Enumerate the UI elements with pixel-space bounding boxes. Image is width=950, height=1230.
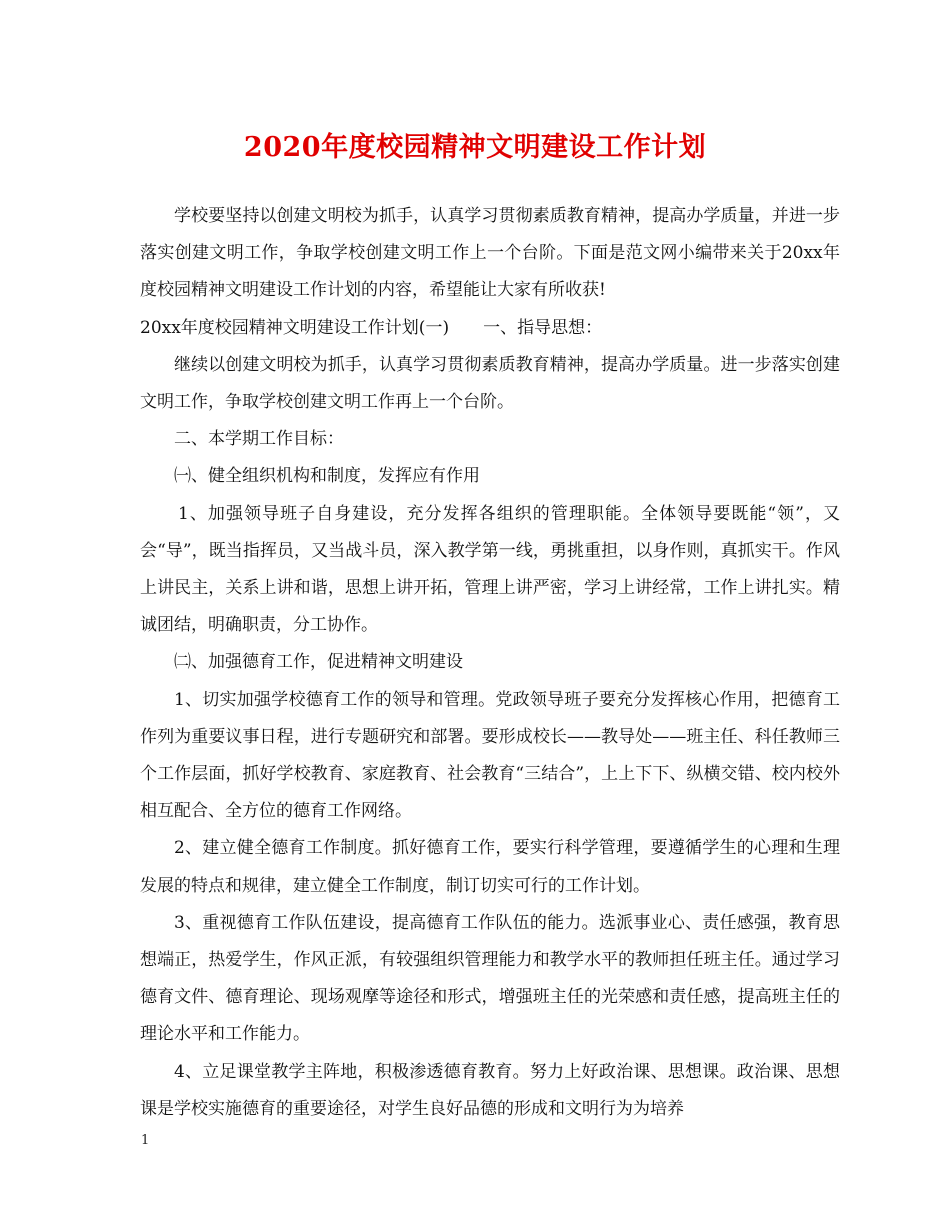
section-heading-semester-goals: 二、本学期工作目标： [174, 429, 344, 450]
organization-item-1: 1、加强领导班子自身建设，充分发挥各组织的管理职能。全体领导要既能“领”，又会“导”，既当指挥员，又当战斗员，深入教学第一线，勇挑重担，以身作则，真抓实干。作风上讲民主，关系上讲和谐，思想上讲开拓，管理上讲严密，学习上讲经常，工作上讲扎实。精诚团结，明确职责，分工协作。 [140, 503, 840, 636]
document-title: 2020年度校园精神文明建设工作计划 [243, 132, 707, 163]
moral-education-item-1: 1、切实加强学校德育工作的领导和管理。党政领导班子要充分发挥核心作用，把德育工作列为重要议事日程，进行专题研究和部署。要形成校长——教导处——班主任、科任教师三个工作层面，抓好学校教育、家庭教育、社会教育“三结合”，上上下下、纵横交错、校内校外相互配合、全方位的德育工作网络。 [140, 689, 840, 822]
section-heading-guiding-ideology: 一、指导思想： [483, 317, 603, 338]
plan-heading: 20xx年度校园精神文明建设工作计划(一) [140, 317, 450, 338]
subsection-heading-moral-education: ㈡、加强德育工作，促进精神文明建设 [174, 652, 463, 673]
moral-education-item-3: 3、重视德育工作队伍建设，提高德育工作队伍的能力。选派事业心、责任感强，教育思想端正，热爱学生，作风正派，有较强组织管理能力和教学水平的教师担任班主任。通过学习德育文件、德育理论、现场观摩等途径和形式，增强班主任的光荣感和责任感，提高班主任的理论水平和工作能力。 [140, 912, 840, 1045]
plan-heading-line [140, 310, 840, 347]
moral-education-item-4: 4、立足课堂教学主阵地，积极渗透德育教育。努力上好政治课、思想课。政治课、思想课是学校实施德育的重要途径，对学生良好品德的形成和文明行为为培养 [140, 1061, 840, 1119]
guiding-ideology-paragraph: 继续以创建文明校为抓手，认真学习贯彻素质教育精神，提高办学质量。进一步落实创建文明工作，争取学校创建文明工作再上一个台阶。 [140, 354, 840, 413]
subsection-heading-organization: ㈠、健全组织机构和制度，发挥应有作用 [174, 466, 480, 487]
page-number: 1 [141, 1133, 150, 1148]
moral-education-item-2: 2、建立健全德育工作制度。抓好德育工作，要实行科学管理，要遵循学生的心理和生理发展的特点和规律，建立健全工作制度，制订切实可行的工作计划。 [140, 838, 840, 896]
intro-paragraph: 学校要坚持以创建文明校为抓手，认真学习贯彻素质教育精神，提高办学质量，并进一步落实创建文明工作，争取学校创建文明工作上一个台阶。下面是范文网小编带来关于20xx年度校园精神文明建设工作计划的内容，希望能让大家有所收获! [140, 206, 840, 301]
document-body [140, 198, 840, 1128]
